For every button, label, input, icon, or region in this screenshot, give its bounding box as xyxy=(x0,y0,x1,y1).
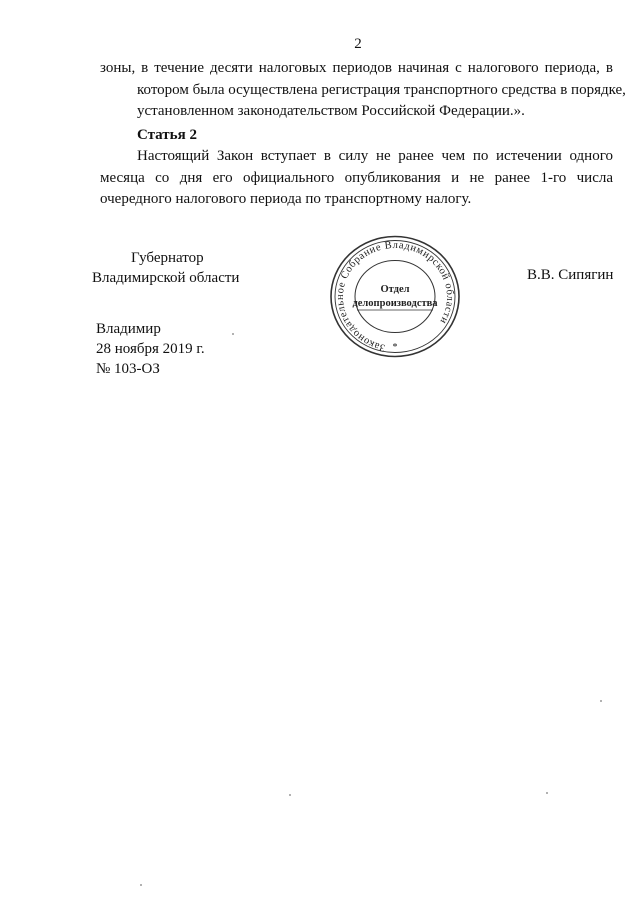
svg-text:*: * xyxy=(392,342,398,353)
continuation-line: зоны, в течение десяти налоговых периодов начиная с налогового периода, в xyxy=(100,60,613,76)
article-paragraph xyxy=(100,146,613,211)
scan-speck xyxy=(600,700,602,702)
svg-text:Отдел: Отдел xyxy=(380,284,410,295)
svg-text:делопроизводства: делопроизводства xyxy=(352,298,438,309)
scan-speck xyxy=(140,884,142,886)
position-region: Владимирской области xyxy=(92,270,240,286)
position-title: Губернатор xyxy=(131,250,204,266)
official-seal-stamp xyxy=(329,234,461,359)
signing-date: 28 ноября 2019 г. xyxy=(96,341,205,357)
continuation-paragraph xyxy=(100,58,626,123)
page-number: 2 xyxy=(354,36,362,52)
svg-text:Законодательное Собрание Влади: Законодательное Собрание Владимирской области xyxy=(334,239,456,354)
law-number: № 103-ОЗ xyxy=(96,361,160,377)
city: Владимир xyxy=(96,321,161,337)
scan-speck xyxy=(289,794,291,796)
place-date-number xyxy=(96,319,205,379)
scan-speck xyxy=(232,333,234,335)
article-title: Статья 2 xyxy=(137,127,197,143)
article-line: очередного налогового периода по транспортному налогу. xyxy=(100,191,472,207)
article-line: Настоящий Закон вступает в силу не ранее чем по истечении одного xyxy=(137,148,613,164)
signatory-position xyxy=(92,248,239,288)
scan-speck xyxy=(546,792,548,794)
continuation-line: котором была осуществлена регистрация транспортного средства в порядке, xyxy=(137,81,626,98)
article-line: месяца со дня его официального опубликования и не ранее 1-го числа xyxy=(100,169,613,186)
signatory-name: В.В. Сипягин xyxy=(527,267,614,283)
continuation-line: установленном законодательством Российской Федерации.». xyxy=(137,103,525,119)
